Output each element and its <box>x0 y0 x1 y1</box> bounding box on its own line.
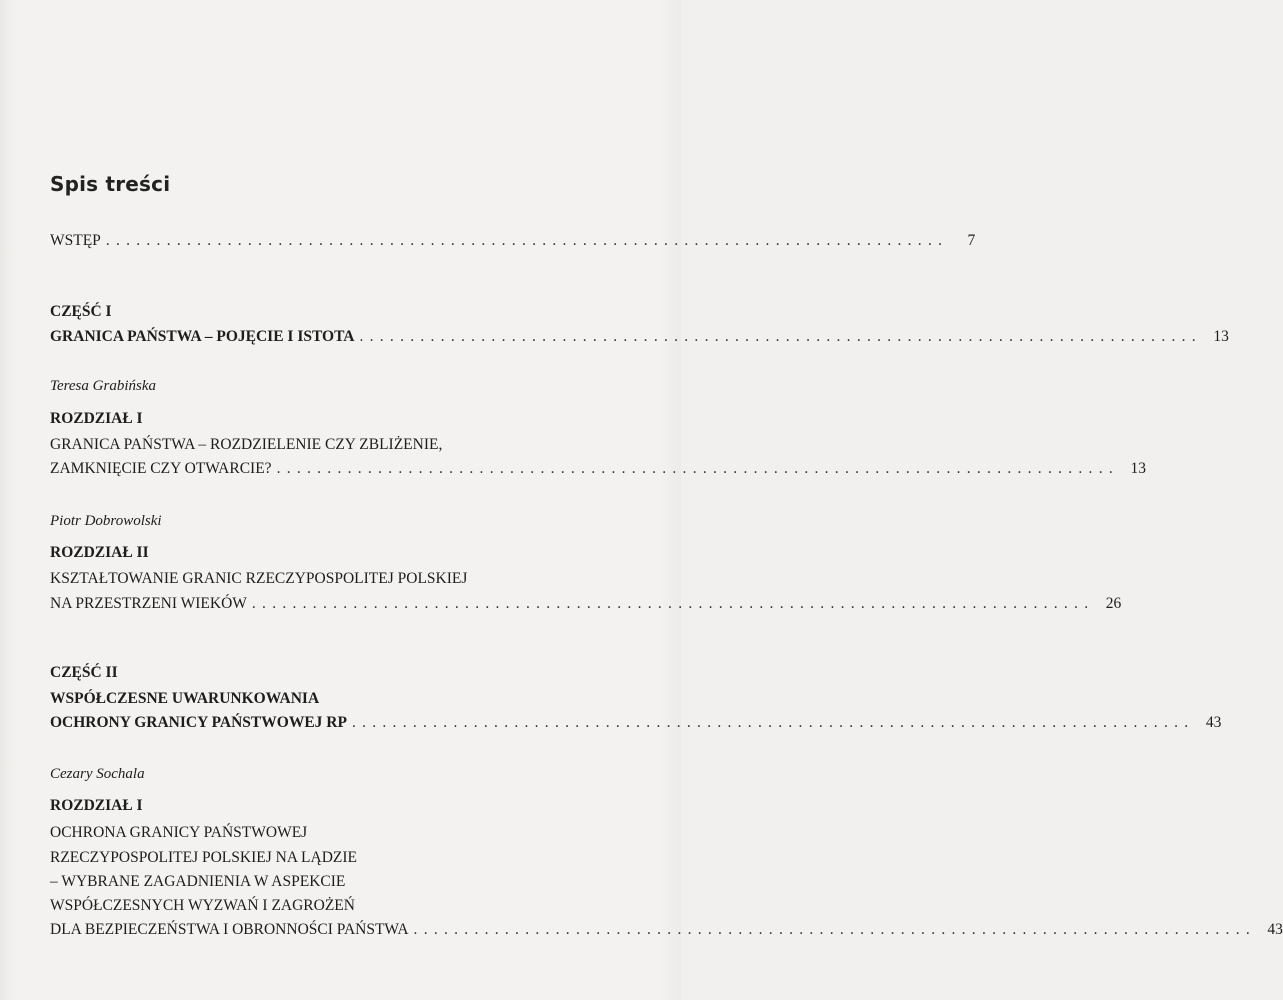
entry-title: OCHRONY GRANICY PAŃSTWOWEJ RP <box>50 714 347 731</box>
page-number: 26 <box>1105 595 1122 612</box>
page-number: 43 <box>1205 714 1222 731</box>
leader-dots: . . . . . . . . . . . . . . . . . . . . . . . . . . . . . . . . . . . . . . . . . . . . . . . . . . . . . . . . . . . . . . . . . . . . . . . . . . . . . . . . . . . <box>105 232 944 249</box>
page-number: 13 <box>1213 328 1229 345</box>
part-title-line: WSPÓŁCZESNE UWARUNKOWANIA <box>50 690 320 707</box>
chapter-title-line: OCHRONA GRANICY PAŃSTWOWEJ <box>50 824 308 841</box>
chapter-title-line: RZECZYPOSPOLITEJ POLSKIEJ NA LĄDZIE <box>50 849 357 866</box>
chapter-title-line: GRANICA PAŃSTWA – ROZDZIELENIE CZY ZBLIŻENIE, <box>50 436 443 453</box>
leader-dots: . . . . . . . . . . . . . . . . . . . . . . . . . . . . . . . . . . . . . . . . . . . . . . . . . . . . . . . . . . . . . . . . . . . . . . . . . . . . . . . . . . . <box>276 460 1114 477</box>
entry-title: GRANICA PAŃSTWA – POJĘCIE I ISTOTA <box>50 328 355 345</box>
entry-title: ZAMKNIĘCIE CZY OTWARCIE? <box>50 460 272 477</box>
chapter-title-line: KSZTAŁTOWANIE GRANIC RZECZYPOSPOLITEJ POLSKIEJ <box>50 570 468 587</box>
chapter-author: Teresa Grabińska <box>50 378 156 394</box>
toc-entry-part2[interactable] <box>50 713 1222 733</box>
chapter-label: ROZDZIAŁ II <box>50 544 149 561</box>
entry-title: DLA BEZPIECZEŃSTWA I OBRONNOŚCI PAŃSTWA <box>50 921 409 938</box>
page-number: 7 <box>967 232 976 249</box>
leader-dots: . . . . . . . . . . . . . . . . . . . . . . . . . . . . . . . . . . . . . . . . . . . . . . . . . . . . . . . . . . . . . . . . . . . . . . . . . . . . . . . . . . . <box>351 714 1190 731</box>
chapter-author: Cezary Sochala <box>50 766 145 782</box>
toc-heading: Spis treści <box>50 172 171 196</box>
leader-dots: . . . . . . . . . . . . . . . . . . . . . . . . . . . . . . . . . . . . . . . . . . . . . . . . . . . . . . . . . . . . . . . . . . . . . . . . . . . . . . . . . . . <box>251 595 1090 612</box>
chapter-title-line: WSPÓŁCZESNYCH WYZWAŃ I ZAGROŻEŃ <box>50 897 355 914</box>
chapter-title-line: – WYBRANE ZAGADNIENIA W ASPEKCIE <box>50 873 346 890</box>
entry-title: WSTĘP <box>50 232 101 249</box>
toc-entry-chapter[interactable] <box>50 920 1283 940</box>
entry-title: NA PRZESTRZENI WIEKÓW <box>50 595 247 612</box>
toc-entry-part1[interactable] <box>50 327 1229 347</box>
page-number: 43 <box>1267 921 1283 938</box>
part-label: CZĘŚĆ I <box>50 303 112 320</box>
page-number: 13 <box>1130 460 1146 477</box>
chapter-label: ROZDZIAŁ I <box>50 410 143 427</box>
leader-dots: . . . . . . . . . . . . . . . . . . . . . . . . . . . . . . . . . . . . . . . . . . . . . . . . . . . . . . . . . . . . . . . . . . . . . . . . . . . . . . . . . . . <box>413 921 1251 938</box>
toc-entry-chapter[interactable] <box>50 459 1146 479</box>
chapter-author: Piotr Dobrowolski <box>50 513 162 529</box>
leader-dots: . . . . . . . . . . . . . . . . . . . . . . . . . . . . . . . . . . . . . . . . . . . . . . . . . . . . . . . . . . . . . . . . . . . . . . . . . . . . . . . . . . . <box>359 328 1197 345</box>
toc-entry-intro[interactable] <box>50 231 976 251</box>
part-label: CZĘŚĆ II <box>50 664 118 681</box>
toc-entry-chapter[interactable] <box>50 594 1122 614</box>
chapter-label: ROZDZIAŁ I <box>50 797 143 814</box>
